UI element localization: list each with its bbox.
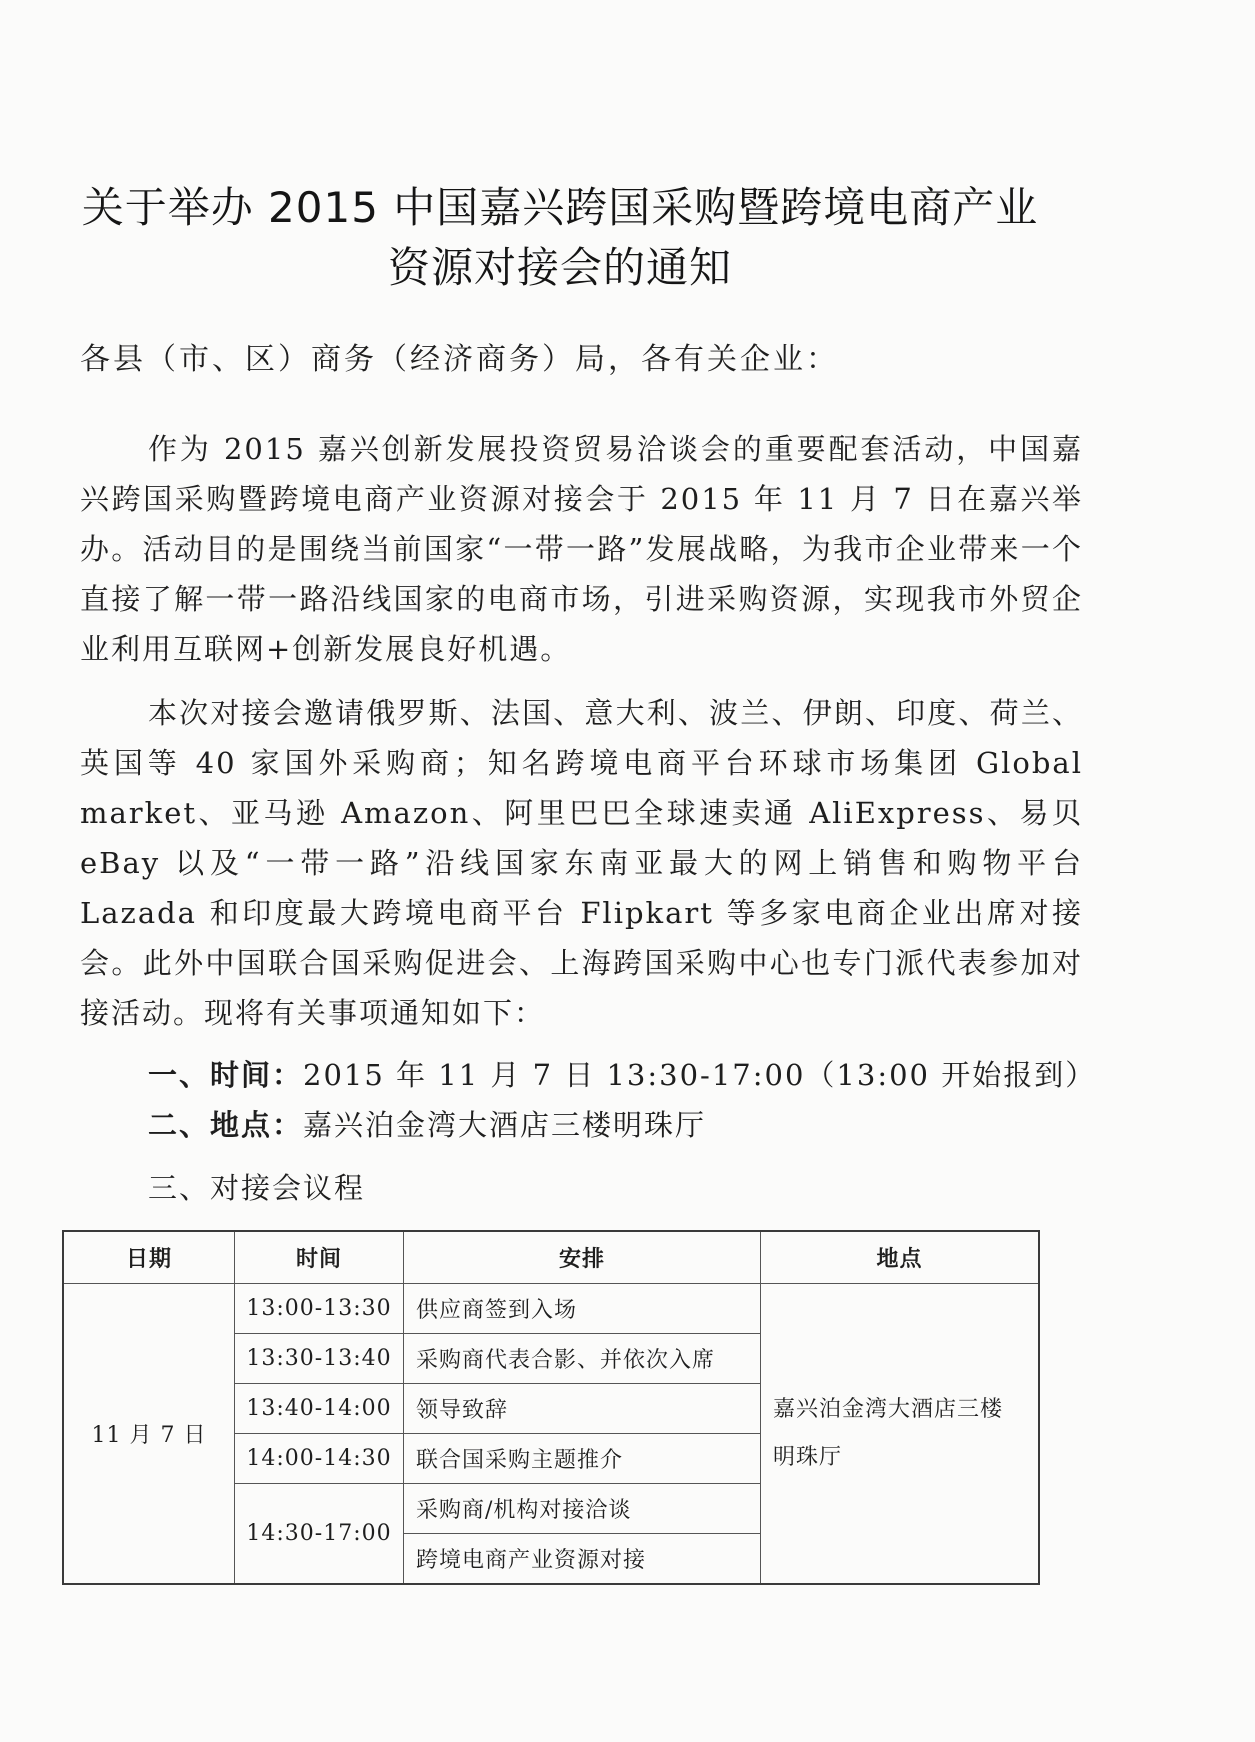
agenda-table: [62, 1230, 1040, 1585]
agenda-location: [761, 1284, 1040, 1585]
agenda-header-row: [63, 1231, 1039, 1284]
header-location: 地点: [761, 1231, 1040, 1284]
place-value: 嘉兴泊金湾大酒店三楼明珠厅: [303, 1108, 707, 1142]
row-time: 14:30-17:00: [235, 1484, 404, 1585]
agenda-date: 11 月 7 日: [63, 1284, 235, 1585]
header-time: 时间: [235, 1231, 404, 1284]
row-arrangement: 跨境电商产业资源对接: [404, 1534, 761, 1585]
time-value: 2015 年 11 月 7 日 13:30-17:00（13:00 开始报到）: [303, 1058, 1097, 1092]
row-time: 13:30-13:40: [235, 1334, 404, 1384]
title-line-1: 关于举办 2015 中国嘉兴跨国采购暨跨境电商产业: [81, 183, 1039, 232]
title-line-2: 资源对接会的通知: [387, 243, 732, 292]
header-arrangement: 安排: [404, 1231, 761, 1284]
salutation: 各县（市、区）商务（经济商务）局，各有关企业：: [80, 342, 839, 377]
row-arrangement: 联合国采购主题推介: [404, 1434, 761, 1484]
row-arrangement: 采购商代表合影、并依次入席: [404, 1334, 761, 1384]
row-arrangement: 采购商/机构对接洽谈: [404, 1484, 761, 1534]
header-date: 日期: [63, 1231, 235, 1284]
paragraph-intro: 作为 2015 嘉兴创新发展投资贸易洽谈会的重要配套活动，中国嘉兴跨国采购暨跨境电商产业资源对接会于 2015 年 11 月 7 日在嘉兴举办。活动目的是围绕当前国家“一带一路”发展战略，为我市企业带来一个直接了解一带一路沿线国家的电商市场，引进采购资源，实现我市外贸企业利用互联网+创新发展良好机遇。: [80, 432, 1083, 666]
time-label: 一、时间：: [148, 1058, 304, 1092]
paragraph-participants: 本次对接会邀请俄罗斯、法国、意大利、波兰、伊朗、印度、荷兰、英国等 40 家国外采购商；知名跨境电商平台环球市场集团 Global market、亚马逊 Amazon、阿里巴巴全球速卖通 AliExpress、易贝 eBay 以及“一带一路”沿线国家东南亚最大的网上销售和购物平台 Lazada 和印度最大跨境电商平台 Flipkart 等多家电商企业出席对接会。此外中国联合国采购促进会、上海跨国采购中心也专门派代表参加对接活动。现将有关事项通知如下：: [80, 696, 1083, 1030]
location-line-1: 嘉兴泊金湾大酒店三楼: [773, 1396, 1004, 1422]
row-arrangement: 领导致辞: [404, 1384, 761, 1434]
location-line-2: 明珠厅: [773, 1444, 843, 1470]
row-time: 14:00-14:30: [235, 1434, 404, 1484]
place-label: 二、地点：: [148, 1108, 304, 1142]
place-item: [148, 1105, 706, 1145]
document-title: [60, 178, 1060, 298]
agenda-heading: 三、对接会议程: [148, 1171, 366, 1205]
time-item: [148, 1055, 1096, 1095]
table-row: [63, 1284, 1039, 1334]
row-time: 13:40-14:00: [235, 1384, 404, 1434]
row-time: 13:00-13:30: [235, 1284, 404, 1334]
row-arrangement: 供应商签到入场: [404, 1284, 761, 1334]
